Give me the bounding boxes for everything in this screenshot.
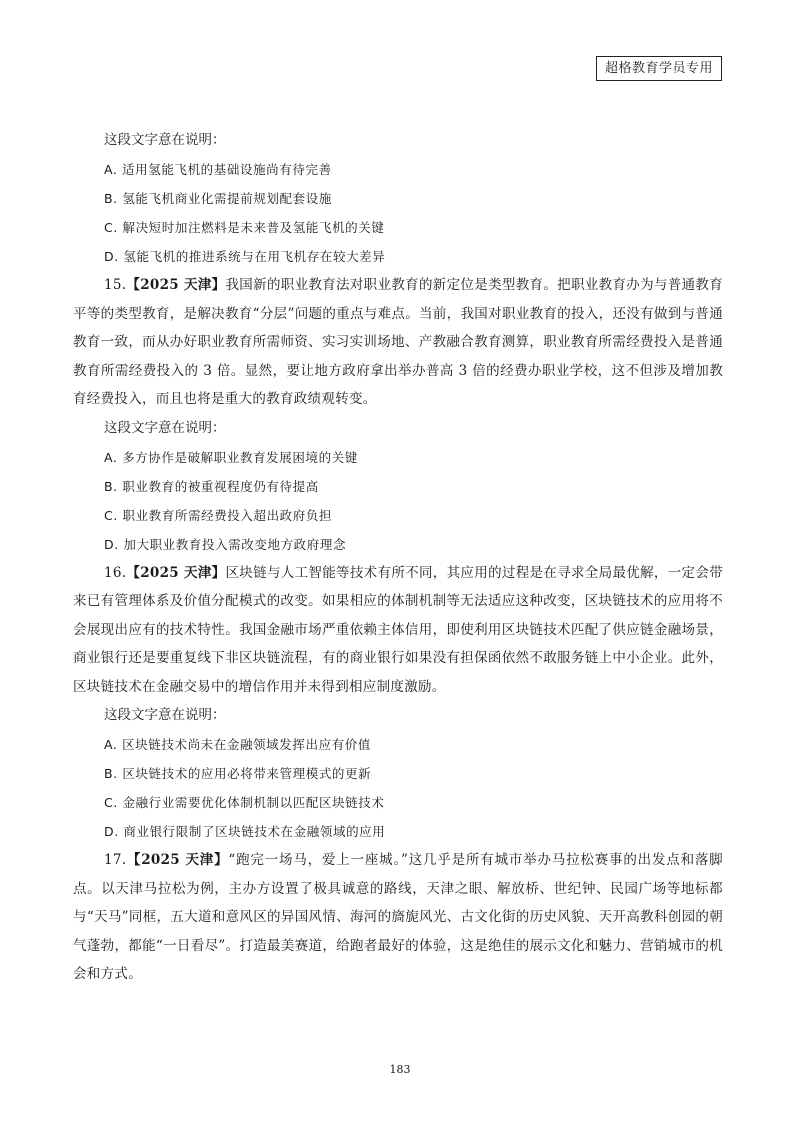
question-passage [73,559,723,702]
option-a: A. 多方协作是破解职业教育发展困境的关键 [104,449,358,465]
question-17 [73,846,723,989]
option-a: A. 适用氢能飞机的基础设施尚有待完善 [104,162,332,177]
option-a: A. 区块链技术尚未在金融领域发挥出应有价值 [104,737,371,752]
page-number: 183 [389,1063,411,1076]
option-b: B. 氢能飞机商业化需提前规划配套设施 [104,191,332,206]
question-16 [73,559,723,847]
question-text: 我国新的职业教育法对职业教育的新定位是类型教育。把职业教育办为与普通教育平等的类型教育，是解决教育“分层”问题的重点与难点。当前，我国对职业教育的投入，还没有做到与普通教育一致，而从办好职业教育所需师资、实习实训场地、产教融合教育测算，职业教育所需经费投入是普通教育所需经费投入的 3 倍。显然，要让地方政府拿出举办普高 3 倍的经费办职业学校，这不但涉及增加教育经费投入，而且也将是重大的教育政绩观转变。 [73,277,723,407]
option-d: D. 加大职业教育投入需改变地方政府理念 [104,536,347,552]
option-b: B. 区块链技术的应用必将带来管理模式的更新 [104,766,372,781]
question-source-tag: 【2025 天津】 [126,277,226,293]
question-text: “跑完一场马，爱上一座城。”这几乎是所有城市举办马拉松赛事的出发点和落脚点。以天津马拉松为例，主办方设置了极具诚意的路线，天津之眼、解放桥、世纪钟、民园广场等地标都与“天马”同框，五大道和意风区的异国风情、海河的旖旎风光、古文化街的历史风貌、天开高教科创园的朝气蓬勃，都能“一日看尽”。打造最美赛道，给跑者最好的体验，这是绝佳的展示文化和魅力、营销城市的机会和方式。 [73,852,723,982]
option-c: C. 解决短时加注燃料是未来普及氢能飞机的关键 [104,220,385,235]
question-prompt: 这段文字意在说明： [104,419,226,436]
question-15 [73,271,723,559]
option-d: D. 商业银行限制了区块链技术在金融领域的应用 [104,824,386,839]
question-number: 16. [104,564,127,581]
question-14-tail [73,126,723,271]
page-content [73,126,723,989]
option-c: C. 职业教育所需经费投入超出政府负担 [104,507,333,523]
question-source-tag: 【2025 天津】 [126,852,229,868]
option-c: C. 金融行业需要优化体制机制以匹配区块链技术 [104,795,385,810]
question-number: 15. [104,277,127,293]
header-badge: 超格教育学员专用 [596,56,722,81]
question-source-tag: 【2025 天津】 [126,564,226,581]
option-b: B. 职业教育的被重视程度仍有待提高 [104,478,319,494]
question-number: 17. [104,852,127,868]
question-passage [73,271,723,414]
question-prompt: 这段文字意在说明： [104,132,226,148]
question-text: 区块链与人工智能等技术有所不同，其应用的过程是在寻求全局最优解，一定会带来已有管理体系及价值分配模式的改变。如果相应的体制机制等无法适应这种改变，区块链技术的应用将不会展现出应有的技术特性。我国金融市场严重依赖主体信用，即使利用区块链技术匹配了供应链金融场景，商业银行还是要重复线下非区块链流程，有的商业银行如果没有担保函依然不敢服务链上中小企业。此外，区块链技术在金融交易中的增信作用并未得到相应制度激励。 [73,564,723,695]
question-passage [73,846,723,989]
option-d: D. 氢能飞机的推进系统与在用飞机存在较大差异 [104,249,386,264]
question-prompt: 这段文字意在说明： [104,707,226,723]
